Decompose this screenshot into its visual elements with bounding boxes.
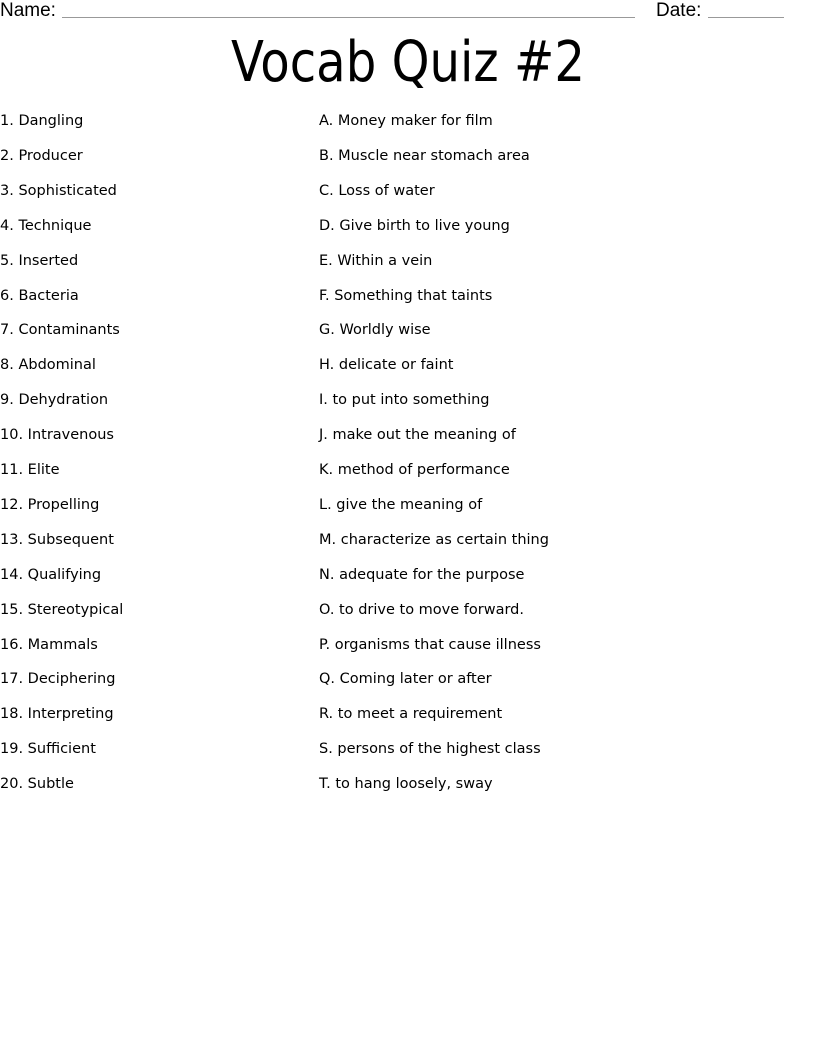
term-item: 2. Producer bbox=[0, 147, 83, 164]
definition-item: P. organisms that cause illness bbox=[319, 636, 541, 653]
definition-item: F. Something that taints bbox=[319, 287, 493, 304]
term-item: 17. Deciphering bbox=[0, 671, 116, 688]
name-label: Name: bbox=[0, 0, 56, 21]
definition-item: C. Loss of water bbox=[319, 182, 435, 199]
term-item: 9. Dehydration bbox=[0, 392, 109, 409]
definition-item: B. Muscle near stomach area bbox=[319, 147, 530, 164]
definition-item: E. Within a vein bbox=[319, 252, 433, 269]
definition-item: L. give the meaning of bbox=[319, 496, 483, 513]
date-field-line[interactable] bbox=[708, 17, 784, 18]
term-item: 11. Elite bbox=[0, 462, 60, 478]
definition-item: N. adequate for the purpose bbox=[319, 566, 525, 583]
term-item: 3. Sophisticated bbox=[0, 182, 117, 199]
term-item: 14. Qualifying bbox=[0, 566, 102, 583]
page-title: Vocab Quiz #2 bbox=[231, 30, 585, 95]
definition-item: S. persons of the highest class bbox=[319, 741, 541, 758]
definition-item: O. to drive to move forward. bbox=[319, 601, 524, 618]
definition-item: D. Give birth to live young bbox=[319, 217, 510, 234]
term-item: 1. Dangling bbox=[0, 113, 84, 129]
date-label: Date: bbox=[656, 0, 702, 21]
term-item: 15. Stereotypical bbox=[0, 601, 124, 618]
name-field-line[interactable] bbox=[62, 17, 635, 18]
term-item: 6. Bacteria bbox=[0, 287, 79, 304]
term-item: 16. Mammals bbox=[0, 636, 98, 653]
term-item: 5. Inserted bbox=[0, 252, 79, 269]
definition-item: I. to put into something bbox=[319, 392, 490, 409]
definition-item: G. Worldly wise bbox=[319, 322, 431, 339]
term-item: 10. Intravenous bbox=[0, 427, 114, 444]
term-item: 13. Subsequent bbox=[0, 531, 114, 548]
definition-item: J. make out the meaning of bbox=[319, 427, 516, 444]
term-item: 19. Sufficient bbox=[0, 741, 96, 758]
definition-item: M. characterize as certain thing bbox=[319, 531, 549, 548]
definition-item: T. to hang loosely, sway bbox=[319, 776, 493, 793]
definition-item: Q. Coming later or after bbox=[319, 671, 492, 688]
term-item: 7. Contaminants bbox=[0, 322, 120, 339]
definition-item: R. to meet a requirement bbox=[319, 706, 503, 723]
definition-item: A. Money maker for film bbox=[319, 113, 493, 129]
definition-item: K. method of performance bbox=[319, 462, 510, 478]
term-item: 8. Abdominal bbox=[0, 357, 96, 374]
term-item: 20. Subtle bbox=[0, 776, 74, 793]
term-item: 12. Propelling bbox=[0, 496, 100, 513]
term-item: 4. Technique bbox=[0, 217, 92, 234]
term-item: 18. Interpreting bbox=[0, 706, 114, 723]
definition-item: H. delicate or faint bbox=[319, 357, 454, 374]
